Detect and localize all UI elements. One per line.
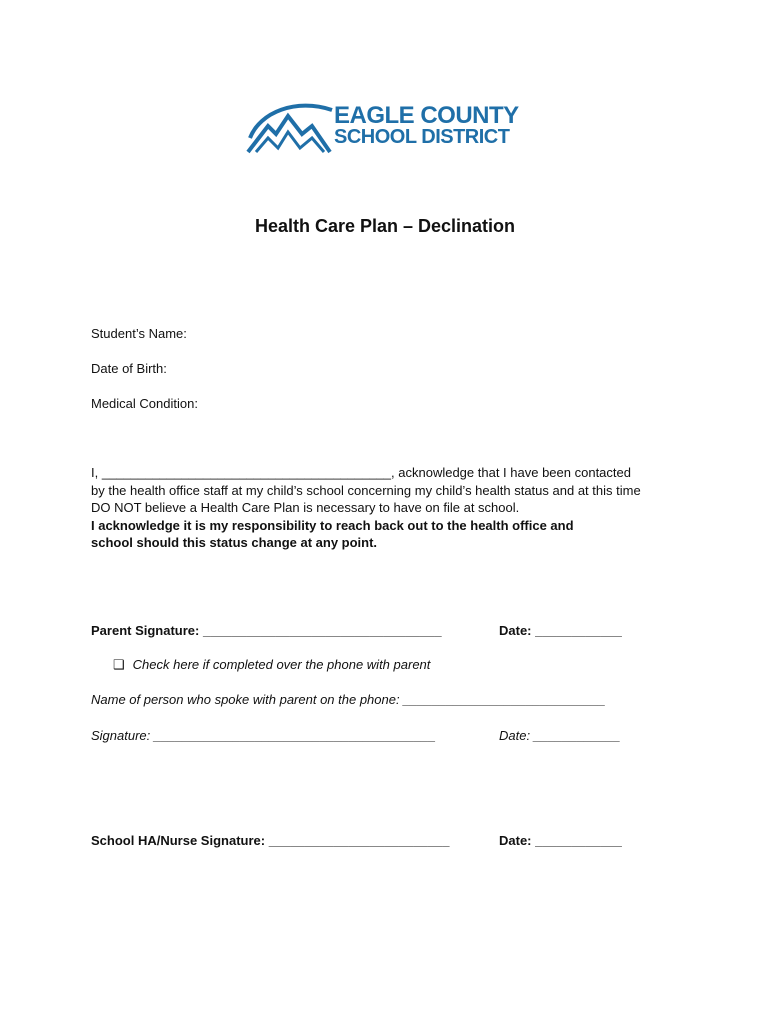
student-name-label: Student’s Name: [91,326,187,341]
parent-signature-line: Parent Signature: _________________________________ [91,623,442,638]
nurse-date-line: Date: ____________ [499,833,622,848]
acknowledgment-paragraph [91,464,691,552]
mountain-logo-icon [246,96,334,156]
parent-date-line: Date: ____________ [499,623,622,638]
nurse-signature-line: School HA/Nurse Signature: _________________________ [91,833,450,848]
ack-line-5: school should this status change at any point. [91,535,378,550]
ack-line-2: by the health office staff at my child’s school concerning my child’s health status and at this time [91,482,641,498]
logo-line-2: SCHOOL DISTRICT [334,126,510,148]
dob-label: Date of Birth: [91,361,167,376]
phone-date-line: Date: ____________ [499,728,621,743]
spoke-with-parent-line: Name of person who spoke with parent on the phone: ____________________________ [91,692,606,707]
phone-checkbox-row[interactable] [113,657,430,673]
phone-signature-line: Signature: _______________________________________ [91,728,436,743]
checkbox-icon[interactable]: ❑ [113,657,125,672]
medical-condition-label: Medical Condition: [91,396,198,411]
ack-line-3: DO NOT believe a Health Care Plan is necessary to have on file at school. [91,500,520,515]
logo-line-1: EAGLE COUNTY [334,102,519,129]
ack-line-4: I acknowledge it is my responsibility to reach back out to the health office and [91,517,574,533]
phone-check-label: Check here if completed over the phone with parent [132,657,431,672]
page-title: Health Care Plan – Declination [254,216,516,236]
district-logo [246,96,526,156]
ack-line-1: I, ________________________________________, acknowledge that I have been contacted [91,465,631,480]
